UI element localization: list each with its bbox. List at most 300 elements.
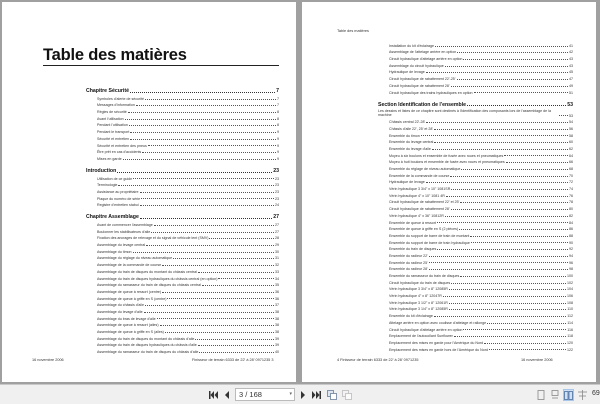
toc-entry[interactable] — [86, 121, 279, 128]
toc-entry-label: Assemblage du levage d'aile — [97, 309, 143, 314]
toc-entry-label: Circuit hydraulique de rabattement 22' et 25' — [389, 200, 460, 205]
dot-leader — [432, 149, 568, 150]
toc-page-number: 29 — [275, 243, 279, 248]
toc-entry[interactable] — [378, 305, 573, 312]
toc-page-number: 36 — [275, 289, 279, 294]
toc-entry-label: Assistance au propriétaire — [97, 189, 139, 194]
toc-entry-label: Circuit hydraulique de rabattement 22'-25' — [389, 77, 456, 82]
toc-entry-label: Ensemble du radieur 22' — [389, 253, 428, 258]
dot-leader — [133, 252, 274, 253]
toc-entry[interactable] — [378, 238, 573, 245]
toc-page-number: 120 — [567, 340, 573, 345]
toc-entry[interactable] — [378, 345, 573, 352]
toc-entry[interactable] — [378, 138, 573, 145]
toc-entry-label: Vérin hydraulique 4" x 10" 1081 4R — [389, 193, 445, 198]
dot-leader — [140, 205, 274, 206]
toc-entry[interactable] — [378, 211, 573, 218]
dot-leader — [459, 229, 568, 230]
toc-page-number: 74 — [569, 187, 573, 192]
toc-page-number: 62 — [569, 146, 573, 151]
dot-leader — [154, 225, 274, 226]
dot-leader — [160, 325, 274, 326]
toc-entry[interactable] — [86, 187, 279, 194]
toc-page-number: 27 — [273, 214, 279, 221]
toc-entry[interactable] — [86, 307, 279, 314]
toc-page-number: 102 — [567, 280, 573, 285]
dot-leader — [470, 236, 568, 237]
toc-entry-label: Vérin hydraulique 3 3/4" x 8" 12085R — [389, 287, 448, 292]
toc-entry-label: Pendant le transport — [97, 130, 130, 135]
toc-page-number: 104 — [567, 287, 573, 292]
dot-leader — [467, 105, 566, 106]
toc-entry-label: Ensemble du levage d'aile — [389, 146, 431, 151]
toc-page-number: 27 — [275, 229, 279, 234]
dot-leader — [130, 139, 276, 140]
toc-entry-label: Installation du kit d'éclairage — [389, 43, 435, 48]
toc-page-number: 42 — [569, 50, 573, 55]
toc-entry[interactable] — [86, 134, 279, 141]
toc-page-number: 56 — [569, 126, 573, 131]
paste-icon — [342, 390, 352, 400]
toc-page-number: 66 — [569, 160, 573, 165]
table-of-contents — [86, 81, 279, 354]
toc-chapter-entry[interactable] — [86, 85, 279, 94]
toc-entry-label: Hydraulique de levage — [389, 180, 425, 185]
toc-entry[interactable] — [86, 321, 279, 328]
toc-entry-label: Vérin hydraulique 3 1/4" x 8" 12085R — [389, 307, 448, 312]
toc-page-number: 33 — [275, 269, 279, 274]
toc-entry[interactable] — [378, 218, 573, 225]
toc-entry[interactable] — [378, 338, 573, 345]
toc-page-number: 7 — [276, 88, 279, 94]
toc-page-number: 35 — [275, 283, 279, 288]
toc-page-number: 34 — [275, 276, 279, 281]
toc-entry-label: Messages d'information — [97, 103, 135, 108]
dot-leader — [445, 66, 568, 67]
toc-entry-label: Ensemble du timon — [389, 133, 420, 138]
dot-leader — [165, 332, 274, 333]
toc-entry-label: Ensemble du radieur 28' — [389, 267, 428, 272]
dot-leader — [489, 349, 566, 350]
toc-entry-label: Ensemble de queue à ressort — [389, 220, 436, 225]
toc-entry-label: Assemblage du train de disques hydrauliques du châssis d'aile — [97, 343, 197, 348]
toc-entry[interactable] — [86, 234, 279, 241]
toc-entry[interactable] — [86, 240, 279, 247]
toc-entry[interactable] — [86, 281, 279, 288]
toc-entry[interactable] — [378, 41, 573, 48]
toc-entry-label: Règles de sécurité — [97, 110, 127, 115]
dot-leader — [429, 262, 568, 263]
continuous-page-icon — [551, 390, 559, 400]
toc-page-number: 60 — [569, 140, 573, 145]
toc-entry[interactable] — [378, 54, 573, 61]
toc-entry[interactable] — [378, 164, 573, 171]
first-page-button[interactable] — [208, 389, 219, 401]
toc-entry[interactable] — [378, 88, 573, 95]
toc-entry[interactable] — [86, 334, 279, 341]
toc-entry[interactable] — [378, 61, 573, 68]
dot-leader — [437, 249, 568, 250]
toc-page-number: 7 — [277, 96, 279, 101]
toc-entry-label: Être prêt en cas d'accidents — [97, 150, 142, 155]
viewer-toolbar — [0, 384, 600, 404]
toc-entry[interactable] — [86, 347, 279, 354]
toc-entry[interactable] — [86, 341, 279, 348]
toc-page-number: 78 — [569, 200, 573, 205]
toc-entry[interactable] — [86, 141, 279, 148]
toc-entry[interactable] — [86, 194, 279, 201]
toc-entry-label: Ensemble de la commande de course — [389, 173, 450, 178]
dot-leader — [198, 345, 274, 346]
footer-date: 16 novembre 2006 — [32, 358, 64, 362]
toc-entry[interactable] — [86, 201, 279, 208]
toc-entry-label: Vérin hydraulique 4" x 36" 10812R — [389, 213, 444, 218]
dot-leader — [457, 79, 569, 80]
toc-entry[interactable] — [378, 311, 573, 318]
toc-entry[interactable] — [86, 254, 279, 261]
toc-entry[interactable] — [378, 278, 573, 285]
toc-page-number: 53 — [569, 113, 573, 118]
toc-entry-label: Châssis central 22'-28' — [389, 120, 426, 125]
toc-entry-label: Fixation des ancrages de relevage et du signal de véhicule lent (SMV) — [97, 236, 209, 241]
toc-entry[interactable] — [378, 158, 573, 165]
toc-entry[interactable] — [86, 227, 279, 234]
dot-leader — [144, 312, 274, 313]
toc-page-number: 43 — [569, 63, 573, 68]
toc-entry[interactable] — [378, 191, 573, 198]
footer-doc-info: Finisseur de terrain 6333 de 22' à 28' 0971235 3 — [192, 358, 274, 362]
toc-entry-label: Symboles d'alerte de sécurité — [97, 96, 145, 101]
dot-leader — [451, 86, 568, 87]
toc-page-number: 38 — [275, 309, 279, 314]
toc-entry-label: Introduction — [86, 167, 117, 174]
copy-button[interactable] — [326, 389, 338, 401]
toc-page-number: 24 — [275, 203, 279, 208]
dot-leader — [133, 178, 274, 179]
toc-entry[interactable] — [378, 332, 573, 339]
toc-page-number: 58 — [569, 133, 573, 138]
paste-button[interactable] — [341, 389, 353, 401]
toc-page-number: 108 — [567, 300, 573, 305]
toc-entry-label: Assemblage du châssis d'aile — [97, 303, 145, 308]
toc-page-number: 23 — [273, 167, 279, 174]
dot-leader — [429, 256, 568, 257]
two-page-view-button[interactable] — [563, 389, 574, 401]
toc-entry[interactable] — [86, 94, 279, 101]
dot-leader — [435, 46, 568, 47]
dot-leader — [167, 298, 274, 299]
toc-entry-label: Vérin hydraulique 4" x 8" 12047R — [389, 294, 442, 299]
toc-entry-label: Hydraulique de levage — [389, 70, 425, 75]
toc-page-number: 116 — [567, 327, 573, 332]
toc-page-number: 96 — [569, 260, 573, 265]
dot-leader — [451, 209, 568, 210]
toc-entry-label: Sécurité et entretien — [97, 136, 130, 141]
dot-leader — [123, 159, 276, 160]
zoom-level[interactable]: 69 — [592, 390, 600, 397]
dot-leader — [151, 232, 274, 233]
toc-page-number: 23 — [275, 189, 279, 194]
next-page-button[interactable] — [299, 389, 307, 401]
toc-chapter-entry[interactable] — [378, 99, 573, 108]
toc-entry-label: Assemblage de la commande de course — [97, 263, 162, 268]
toc-page-number: 9 — [277, 150, 279, 155]
toc-page-number: 9 — [277, 136, 279, 141]
dot-leader — [128, 112, 276, 113]
toc-entry-label: Assemblage du levage central — [97, 243, 146, 248]
dot-leader — [446, 196, 568, 197]
toc-entry-label: Assemblage du ramasseur du train de disques du châssis central — [97, 283, 201, 288]
single-page-view-button[interactable] — [535, 389, 546, 401]
toc-entry-label: Vérin hydraulique 3 1/2" x 8" 12061R — [389, 300, 448, 305]
dot-leader — [140, 218, 272, 219]
toc-page-number: 54 — [569, 120, 573, 125]
dot-leader — [506, 162, 568, 163]
toc-chapter-entry[interactable] — [86, 165, 279, 174]
last-page-button[interactable] — [311, 389, 322, 401]
toc-entry[interactable] — [86, 247, 279, 254]
toc-entry-label: Châssis d'aile 22', 25' et 28' — [389, 126, 434, 131]
dot-leader — [140, 192, 274, 193]
dot-leader — [162, 292, 274, 293]
toc-page-number: 72 — [569, 180, 573, 185]
toc-entry[interactable] — [378, 198, 573, 205]
toc-entry[interactable] — [378, 325, 573, 332]
toc-page-number: 38 — [275, 316, 279, 321]
toc-entry[interactable] — [378, 271, 573, 278]
dot-leader — [434, 316, 566, 317]
dot-leader — [141, 198, 274, 199]
toc-page-number: 53 — [567, 101, 573, 108]
toc-entry-label: Assemblage du train de disques du montant du châssis d'aile — [97, 336, 195, 341]
toc-chapter-entry[interactable] — [86, 211, 279, 220]
title-divider — [43, 65, 279, 66]
toc-entry[interactable] — [86, 327, 279, 334]
toc-entry[interactable] — [86, 220, 279, 227]
table-of-contents — [378, 41, 573, 352]
toc-entry-label: Chapitre Sécurité — [86, 88, 129, 94]
toc-entry[interactable] — [86, 127, 279, 134]
toc-entry[interactable] — [86, 174, 279, 181]
toc-entry[interactable] — [378, 184, 573, 191]
dot-leader — [463, 329, 566, 330]
toc-entry[interactable] — [378, 265, 573, 272]
toc-entry-label: Circuit hydraulique d'attelage arrière en option — [389, 327, 463, 332]
toc-page-number: 23 — [275, 196, 279, 201]
dot-leader — [421, 135, 568, 136]
toc-page-number: 45 — [569, 70, 573, 75]
toc-entry[interactable] — [378, 225, 573, 232]
toc-entry-label: Assemblage du ramasseur du train de disques du châssis d'aile — [97, 350, 199, 355]
page-title: Table des matières — [43, 46, 187, 64]
toc-entry[interactable] — [378, 231, 573, 238]
toc-entry-label: Moyeu à six boulons et ensemble de fusée avec roues et pneumatiques — [389, 153, 504, 158]
toc-page-number: 23 — [275, 183, 279, 188]
toc-page-number: 27 — [275, 223, 279, 227]
toc-entry[interactable] — [378, 74, 573, 81]
toc-entry[interactable] — [378, 81, 573, 88]
toc-page-number: 82 — [569, 213, 573, 218]
dropdown-arrow-icon[interactable]: ▾ — [289, 391, 292, 397]
dot-leader — [434, 142, 568, 143]
toc-entry[interactable] — [378, 151, 573, 158]
toc-entry[interactable] — [86, 148, 279, 155]
dot-leader — [451, 189, 568, 190]
toc-entry-label: Assemblage du circuit hydraulique — [389, 63, 444, 68]
toc-entry[interactable] — [378, 204, 573, 211]
toc-entry[interactable] — [378, 118, 573, 125]
toc-page-number: 28 — [275, 236, 279, 241]
toc-entry[interactable] — [86, 154, 279, 161]
toc-page-number: 122 — [567, 347, 573, 352]
toc-entry-label: Ensemble du radieur 25' — [389, 260, 428, 265]
toc-entry[interactable] — [378, 171, 573, 178]
page-indicator: 3 / 168 — [239, 390, 262, 399]
toc-entry-label: Assemblage du bras de levage d'aile — [97, 316, 156, 321]
toc-page-number: 86 — [569, 227, 573, 232]
toc-entry[interactable] — [378, 318, 573, 325]
footer-doc-info: 4 Finisseur de terrain 6333 de 22' à 28' 0971235 — [337, 358, 419, 362]
dot-leader — [460, 276, 566, 277]
toc-entry[interactable] — [378, 245, 573, 252]
toc-entry[interactable] — [378, 124, 573, 131]
toc-entry-label: Vérin hydraulique 3 3/4" x 10" 1081SR — [389, 187, 451, 192]
dot-leader — [209, 238, 274, 239]
toc-page-number: 49 — [569, 83, 573, 88]
dot-leader — [162, 265, 274, 266]
toc-entry-label: Registre d'entretien stabui — [97, 203, 139, 208]
toc-entry[interactable] — [86, 260, 279, 267]
toc-page-number: 94 — [569, 253, 573, 258]
toc-entry-label: Pendant l'utilisation — [97, 123, 128, 128]
toc-entry-label: Emplacement de l'autocollant Sunflower — [389, 334, 453, 339]
toc-page-number: 8 — [277, 110, 279, 115]
toc-entry-label: Utilisation de ce guide — [97, 176, 133, 181]
toc-entry[interactable] — [378, 108, 573, 118]
toc-page-number: 23 — [275, 176, 279, 181]
toc-entry-label: Circuit hydraulique du train de disques — [389, 280, 451, 285]
dot-leader — [125, 119, 276, 120]
dot-leader — [202, 285, 274, 286]
toc-entry[interactable] — [86, 267, 279, 274]
toc-page-number: 64 — [569, 153, 573, 158]
toc-page-number: 47 — [569, 77, 573, 82]
toc-entry-label: Avant de commencer l'assemblage — [97, 223, 153, 227]
previous-page-icon — [224, 391, 230, 399]
toc-entry[interactable] — [86, 301, 279, 308]
dot-leader — [450, 176, 568, 177]
toc-page-number: 8 — [277, 123, 279, 128]
toc-page-number: 9 — [277, 130, 279, 135]
toc-entry-label: Ensemble du levage central — [389, 140, 434, 145]
toc-entry[interactable] — [378, 144, 573, 151]
toc-entry[interactable] — [378, 178, 573, 185]
dot-leader — [559, 115, 569, 116]
copy-icon — [327, 390, 337, 400]
toc-entry-label: Plaque du numéro de série — [97, 196, 141, 201]
first-page-icon — [209, 391, 218, 399]
toc-entry[interactable] — [378, 285, 573, 292]
dot-leader — [199, 352, 274, 353]
toc-page-number: 39 — [275, 336, 279, 341]
running-head: Table des matières — [337, 29, 369, 33]
toc-entry-label: Circuit hydraulique d'attelage arrière en option — [389, 57, 463, 62]
previous-page-button[interactable] — [223, 389, 231, 401]
toc-page-number: 68 — [569, 167, 573, 171]
dot-leader — [117, 172, 272, 173]
dot-leader — [218, 278, 274, 279]
toc-entry-label: Sécurité et entretien des pneus — [97, 143, 147, 148]
toc-entry-label: Ensemble du support de barre de train hydraulique — [389, 240, 470, 245]
dot-leader — [437, 222, 568, 223]
toc-page-number: 118 — [567, 334, 573, 339]
dot-leader — [461, 169, 568, 170]
toc-page-number: 38 — [275, 330, 279, 334]
dot-leader — [195, 339, 274, 340]
toc-entry-label: Ensemble de queue à griffe en S (2 pièces) — [389, 227, 459, 232]
dot-leader — [443, 296, 566, 297]
toc-entry[interactable] — [86, 294, 279, 301]
toc-page-number: 9 — [277, 156, 279, 161]
toc-entry-label: Circuit hydraulique de rabattement 28' — [389, 83, 450, 88]
dot-leader — [449, 289, 566, 290]
toc-entry-label: Moyeu à huit boulons et ensemble de fusée avec roues et pneumatiques — [389, 160, 505, 165]
toc-entry[interactable] — [86, 314, 279, 321]
toc-entry[interactable] — [86, 107, 279, 114]
footer-date: 16 novembre 2006 — [521, 358, 553, 362]
dot-leader — [429, 269, 568, 270]
toc-entry-label: Circuit hydraulique des trains hydrauliques en option — [389, 90, 473, 95]
toc-page-number: 106 — [567, 294, 573, 299]
toc-entry[interactable] — [378, 291, 573, 298]
toc-entry[interactable] — [86, 181, 279, 188]
toc-page-number: 114 — [567, 320, 573, 325]
dot-leader — [142, 152, 276, 153]
dot-leader — [130, 132, 276, 133]
continuous-view-button[interactable] — [549, 389, 560, 401]
toc-page-number: 9 — [277, 143, 279, 148]
toc-entry-label: Chapitre Assemblage — [86, 214, 139, 221]
toc-page-number: 76 — [569, 193, 573, 198]
toc-entry[interactable] — [378, 48, 573, 55]
toc-page-number: 92 — [569, 247, 573, 252]
page-number-field[interactable] — [235, 388, 295, 401]
toc-entry-label: Mises en garde — [97, 156, 122, 161]
toc-entry[interactable] — [378, 251, 573, 258]
toc-entry[interactable] — [86, 114, 279, 121]
dot-leader — [173, 258, 274, 259]
single-page-icon — [537, 390, 545, 400]
toc-page-number: 40 — [275, 350, 279, 355]
toc-page-number: 30 — [275, 249, 279, 254]
two-page-continuous-view-button[interactable] — [577, 389, 588, 401]
toc-page-number: 7 — [277, 103, 279, 108]
toc-page-number: 112 — [567, 314, 573, 319]
toc-entry[interactable] — [378, 258, 573, 265]
toc-entry[interactable] — [378, 131, 573, 138]
dot-leader — [445, 216, 568, 217]
toc-entry-label: Les dessins et listes de ce chapitre sont destinés à l'identification des composants lors de l'assemblage de la machine — [378, 108, 551, 117]
toc-entry[interactable] — [86, 274, 279, 281]
toc-entry[interactable] — [378, 298, 573, 305]
toc-entry[interactable] — [378, 68, 573, 75]
toc-entry-label: Assemblage du train de disques hydrauliques du châssis central (en option) — [97, 276, 218, 281]
toc-entry[interactable] — [86, 287, 279, 294]
toc-entry[interactable] — [86, 101, 279, 108]
last-page-icon — [312, 391, 321, 399]
dot-leader — [198, 272, 274, 273]
dot-leader — [129, 125, 276, 126]
